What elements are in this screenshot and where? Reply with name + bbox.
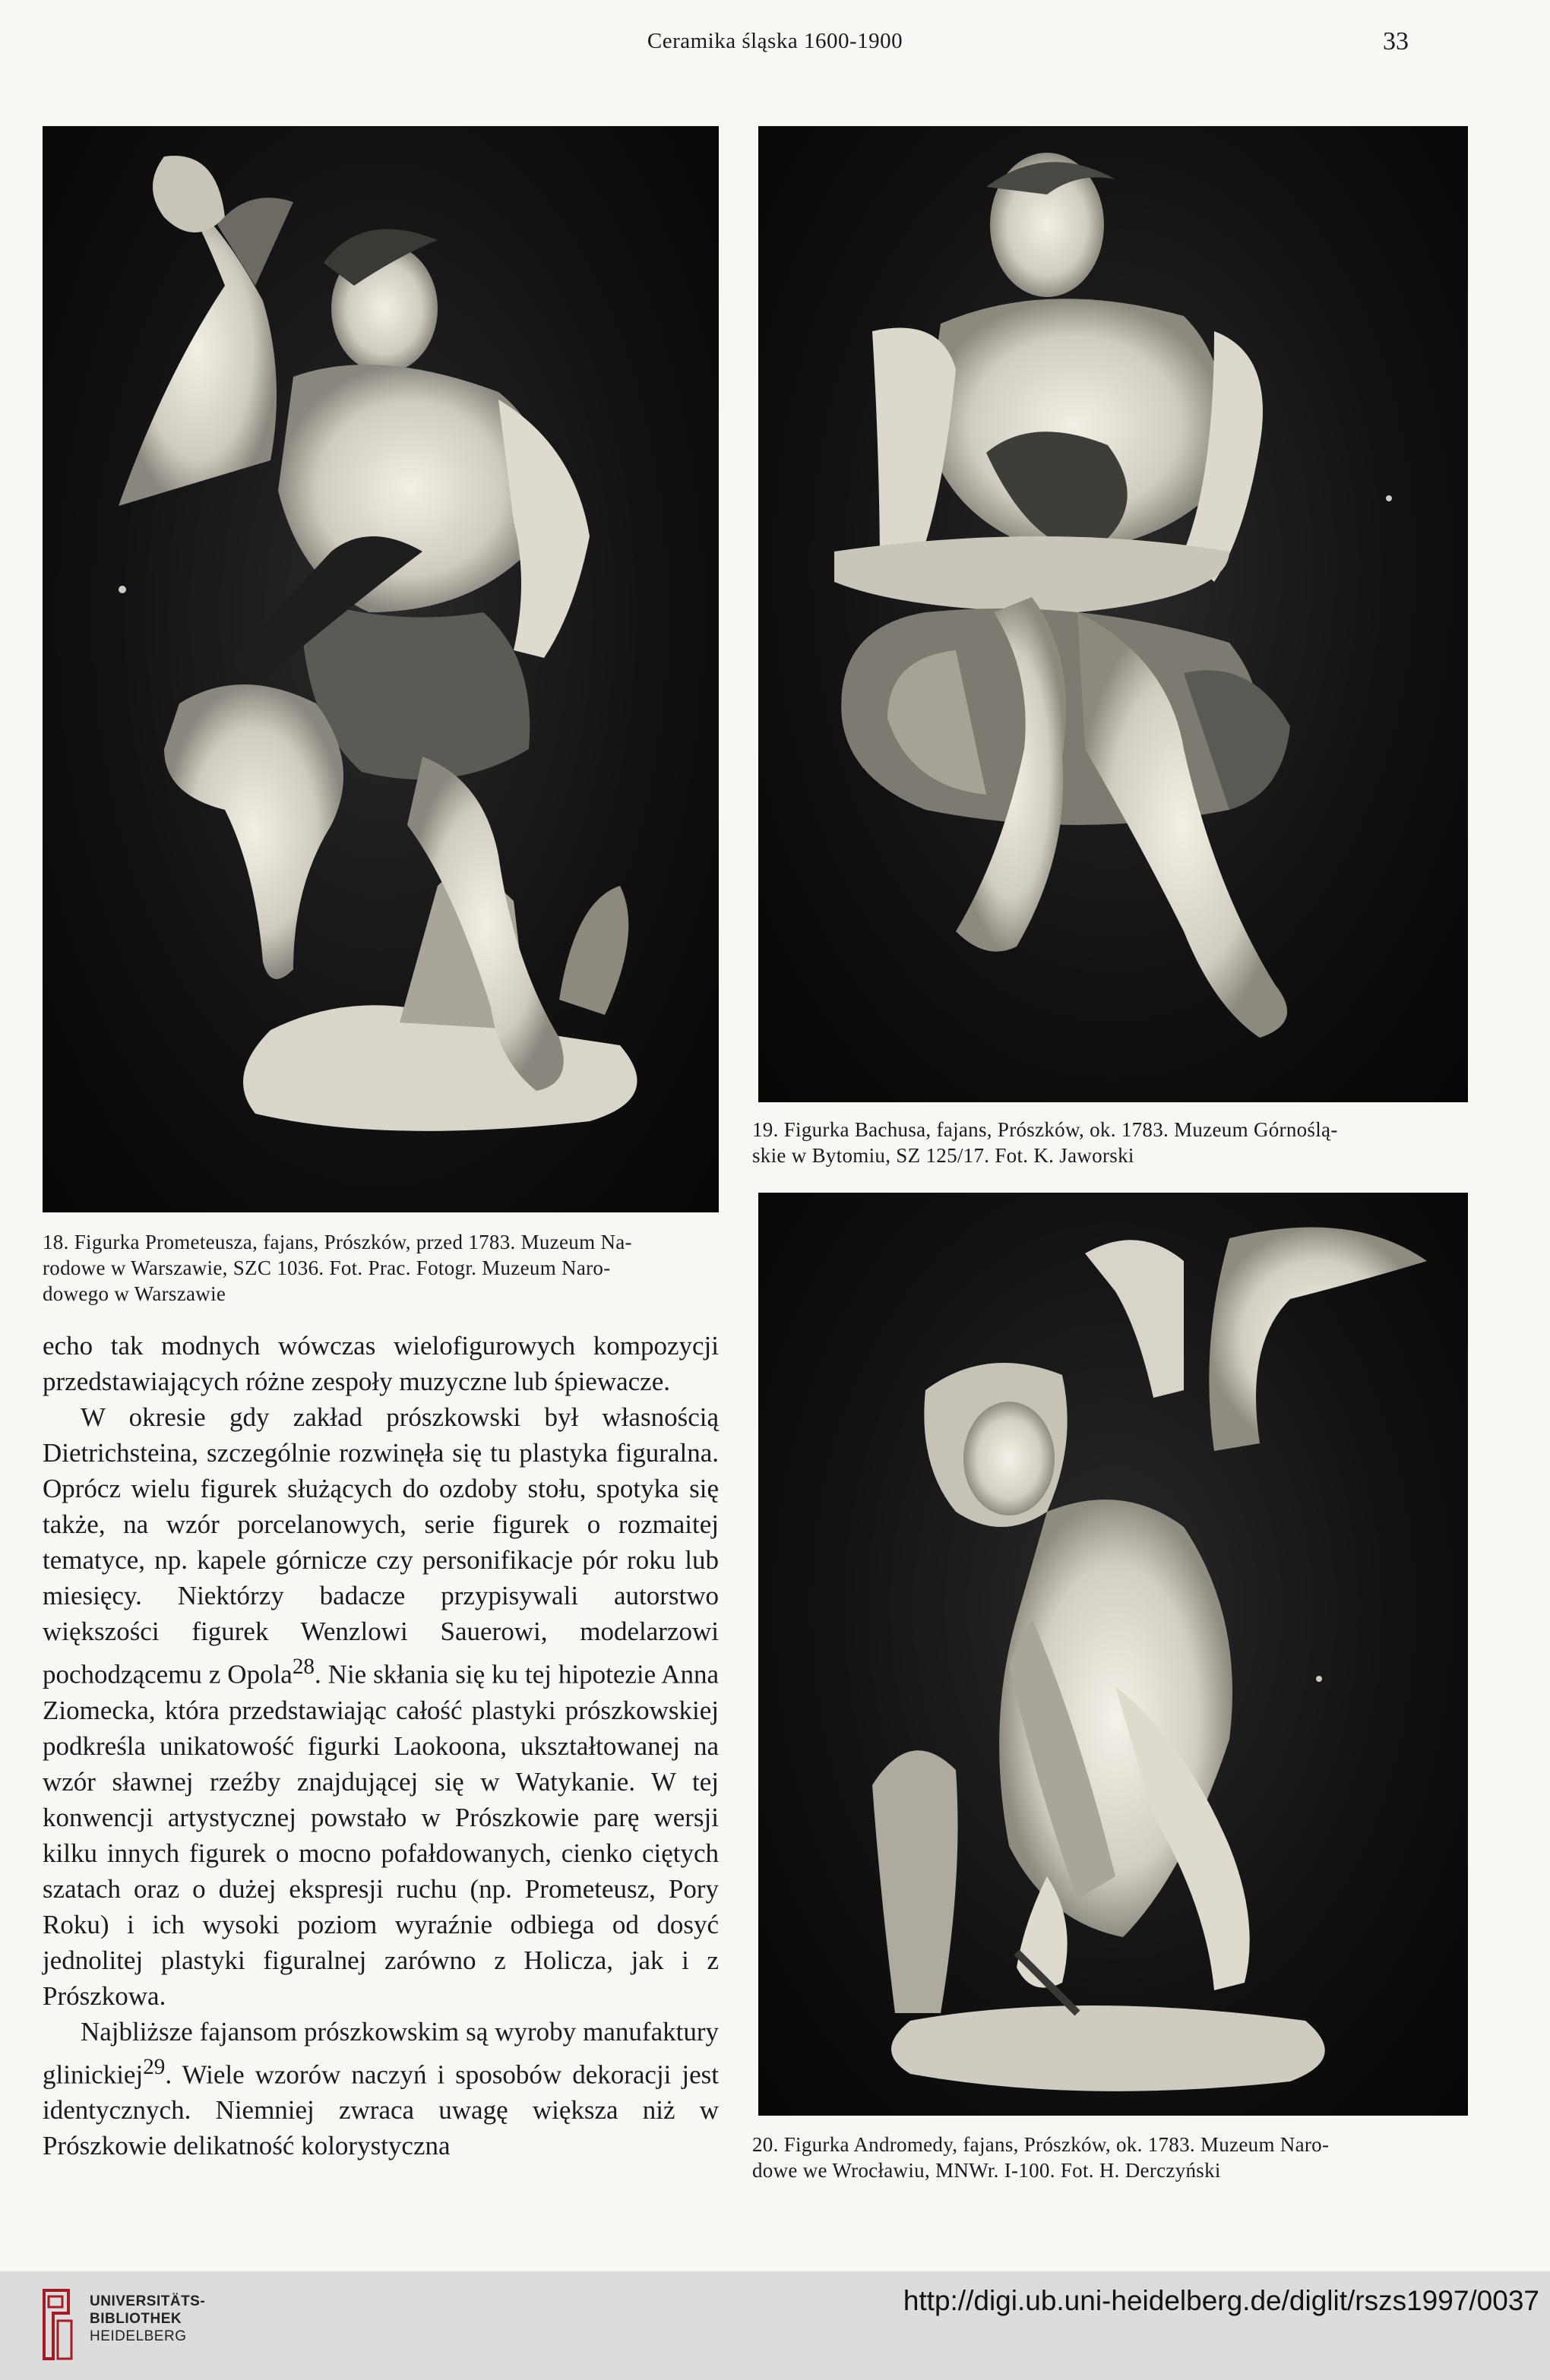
footnote-ref-29: 29: [143, 2054, 166, 2079]
body-text: [43, 1328, 719, 2163]
prometheus-figurine-image: [43, 126, 719, 1212]
figure-18-photo: [43, 126, 719, 1212]
caption-line: 20. Figurka Andromedy, fajans, Prószków, ok. 1783. Muzeum Naro-: [752, 2133, 1330, 2156]
figure-19-caption: [752, 1117, 1466, 1168]
caption-line: 18. Figurka Prometeusza, fajans, Prószków, przed 1783. Muzeum Na-: [43, 1231, 632, 1253]
library-name-line: UNIVERSITÄTS-: [90, 2293, 206, 2309]
source-url-link[interactable]: http://digi.ub.uni-heidelberg.de/diglit/rszs1997/0037: [903, 2285, 1539, 2316]
bacchus-figurine-image: [758, 126, 1468, 1102]
running-header: Ceramika śląska 1600-1900: [647, 29, 903, 53]
footnote-ref-28: 28: [292, 1655, 315, 1679]
andromeda-figurine-image: [758, 1193, 1468, 2116]
paragraph-text: . Nie skłania się ku tej hipotezie Anna Ziomecka, która przedstawiając całość plastyki prószkowskiej podkreśla unikatowość figurki Laokoona, ukształtowanej na wzór sławnej rzeźby znajdującej się w Watykanie. W tej konwencji artystycznej powstało w Prószkowie parę wersji kilku innych figurek o mocno pofałdowanych, cienko ciętych szatach oraz o dużej ekspresji ruchu (np. Prometeusz, Pory Roku) i ich wysoki poziom wyraźnie odbiega od dosyć jednolitej plastyki figuralnej zarówno z Holicza, jak i z Prószkowa.: [43, 1659, 719, 2011]
paragraph: echo tak modnych wówczas wielofigurowych kompozycji przedstawiających różne zespoły muzyczne lub śpiewacze.: [43, 1331, 719, 1396]
library-logo-icon: [38, 2283, 76, 2366]
figure-20-caption: [752, 2132, 1466, 2183]
paragraph: [43, 1399, 719, 2014]
library-name-line: BIBLIOTHEK: [90, 2311, 182, 2327]
paragraph: [43, 2014, 719, 2164]
caption-line: dowe we Wrocławiu, MNWr. I-100. Fot. H. Derczyński: [752, 2159, 1221, 2182]
caption-line: rodowe w Warszawie, SZC 1036. Fot. Prac. Fotogr. Muzeum Naro-: [43, 1256, 611, 1279]
caption-line: 19. Figurka Bachusa, fajans, Prószków, ok. 1783. Muzeum Górnoślą-: [752, 1118, 1338, 1141]
figure-19-photo: [758, 126, 1468, 1102]
figure-18-caption: [43, 1229, 719, 1307]
library-name: [90, 2293, 205, 2345]
caption-line: skie w Bytomiu, SZ 125/17. Fot. K. Jaworski: [752, 1144, 1134, 1167]
library-name-line: HEIDELBERG: [90, 2328, 187, 2344]
paragraph-text: . Wiele wzorów naczyń i sposobów dekoracji jest identycznych. Niemniej zwraca uwagę większa niż w Prószkowie delikatność kolorystyczna: [43, 2059, 719, 2161]
page-number: 33: [1383, 27, 1409, 55]
paragraph-text: W okresie gdy zakład prószkowski był własnością Dietrichsteina, szczególnie rozwinęła się tu plastyka figuralna. Oprócz wielu figurek służących do ozdoby stołu, spotyka się także, na wzór porcelanowych, serie figurek o rozmaitej tematyce, np. kapele górnicze czy personifikacje pór roku lub miesięcy. Niektórzy badacze przypisywali autorstwo większości figurek Wenzlowi Sauerowi, modelarzowi pochodzącemu z Opola: [43, 1402, 719, 1689]
paragraph-text: Najbliższe fajansom prószkowskim są wyroby manufaktury glinickiej: [43, 2016, 719, 2090]
caption-line: dowego w Warszawie: [43, 1282, 226, 1305]
figure-20-photo: [758, 1193, 1468, 2116]
